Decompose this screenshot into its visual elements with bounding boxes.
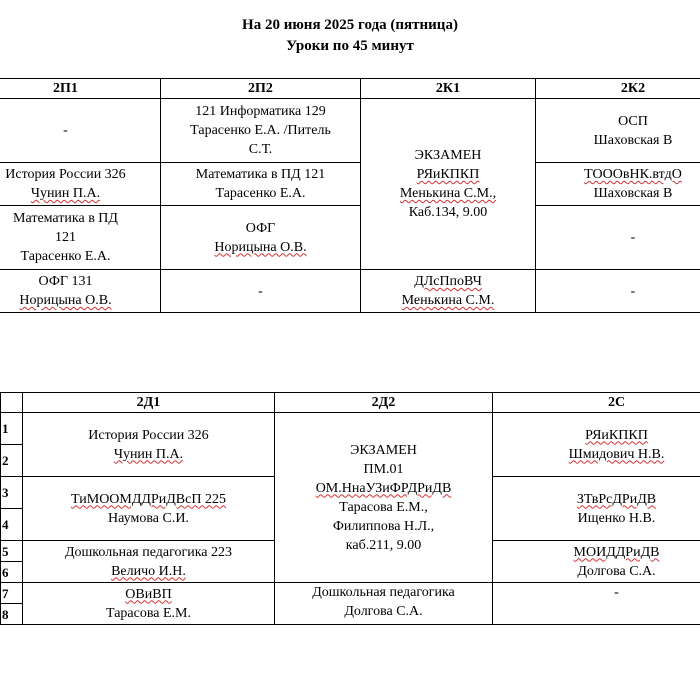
schedule-table-2 — [0, 392, 700, 625]
schedule-table-1 — [0, 78, 700, 313]
group-header-2p2: 2П2 — [161, 79, 361, 99]
lesson-number: 1 — [1, 413, 23, 445]
cell-2d1-a: История России 326 Чунин П.А. — [23, 413, 275, 477]
lesson-number: 7 — [1, 583, 23, 604]
cell-2p2-r1: 121 Информатика 129 Тарасенко Е.А. /Питель С.Т. — [161, 99, 361, 163]
cell-2k2-r3: - — [536, 206, 700, 270]
cell-2s-a: РЯиКПКП Шмидович Н.В. — [493, 413, 700, 477]
cell-2k1-exam: ЭКЗАМЕН РЯиКПКП Менькина С.М., Каб.134, 9.00 — [361, 99, 536, 270]
lesson-length-heading: Уроки по 45 минут — [286, 38, 414, 54]
lesson-number: 8 — [1, 604, 23, 625]
lesson-number: 5 — [1, 541, 23, 562]
corner-cell — [1, 393, 23, 413]
cell-2p2-r2: Математика в ПД 121 Тарасенко Е.А. — [161, 163, 361, 206]
cell-2d2-last: Дошкольная педагогика Долгова С.А. — [275, 583, 493, 625]
cell-2p1-r2: История России 326 Чунин П.А. — [0, 163, 161, 206]
cell-2s-b: ЗТвРсДРиДВ Ищенко Н.В. — [493, 477, 700, 541]
lesson-number: 2 — [1, 445, 23, 477]
cell-2d1-c: Дошкольная педагогика 223 Величо И.Н. — [23, 541, 275, 583]
cell-2d2-exam: ЭКЗАМЕН ПМ.01 ОМ.НнаУЗиФРДРиДВ Тарасова Е.М., Филиппова Н.Л., каб.211, 9.00 — [275, 413, 493, 583]
group-header-2d2: 2Д2 — [275, 393, 493, 413]
cell-2p2-r4: - — [161, 270, 361, 313]
lesson-number: 4 — [1, 509, 23, 541]
cell-2p1-r1: - — [0, 99, 161, 163]
group-header-2k2: 2К2 — [536, 79, 700, 99]
group-header-2s: 2С — [493, 393, 700, 413]
cell-2s-c: МОИДДРиДВ Долгова С.А. — [493, 541, 700, 583]
cell-2p1-r3: Математика в ПД 121 Тарасенко Е.А. — [0, 206, 161, 270]
group-header-2p1: 2П1 — [0, 79, 161, 99]
cell-2d1-b: ТиМООМДДРиДВсП 225 Наумова С.И. — [23, 477, 275, 541]
cell-2p1-r4: ОФГ 131 Норицына О.В. — [0, 270, 161, 313]
cell-2p2-r3: ОФГ Норицына О.В. — [161, 206, 361, 270]
group-header-2d1: 2Д1 — [23, 393, 275, 413]
lesson-number: 3 — [1, 477, 23, 509]
lesson-number: 6 — [1, 562, 23, 583]
group-header-2k1: 2К1 — [361, 79, 536, 99]
cell-2d1-d: ОВиВП Тарасова Е.М. — [23, 583, 275, 625]
date-heading: На 20 июня 2025 года (пятница) — [242, 17, 458, 33]
cell-2k2-r2: ТОООвНК.втдО Шаховская В — [536, 163, 700, 206]
cell-2k2-r1: ОСП Шаховская В — [536, 99, 700, 163]
cell-2k2-r4: - — [536, 270, 700, 313]
cell-2s-d: - — [493, 583, 700, 625]
cell-2k1-r4: ДЛсПпоВЧ Менькина С.М. — [361, 270, 536, 313]
